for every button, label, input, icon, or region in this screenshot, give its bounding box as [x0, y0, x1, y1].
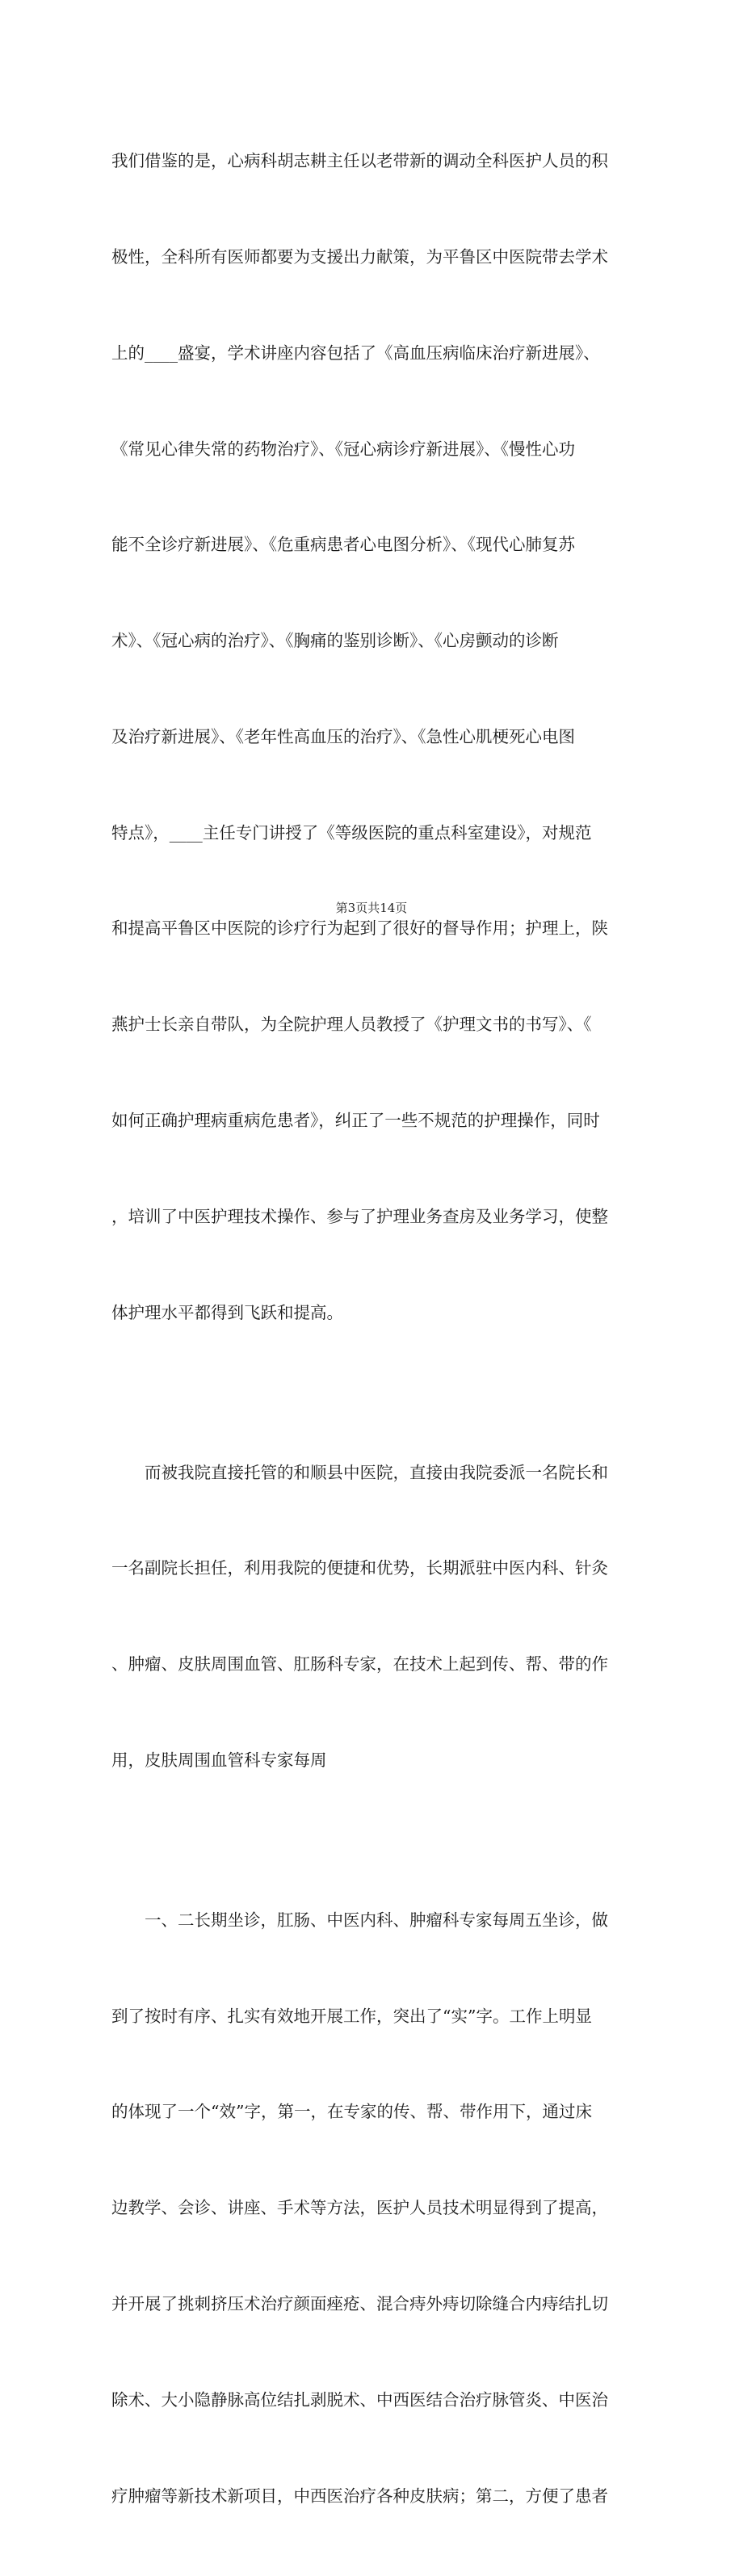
- text-line: 《常见心律失常的药物治疗》、《冠心病诊疗新进展》、《慢性心功: [111, 439, 575, 459]
- text-line: 一名副院长担任，利用我院的便捷和优势，长期派驻中医内科、针灸: [111, 1558, 608, 1578]
- text-line: 术》、《冠心病的治疗》、《胸痛的鉴别诊断》、《心房颤动的诊断: [111, 631, 559, 651]
- paragraph-1: [111, 82, 633, 1393]
- text-line: 及治疗新进展》、《老年性高血压的治疗》、《急性心肌梗死心电图: [111, 726, 575, 746]
- paragraph-3: [111, 1841, 633, 2576]
- text-line: 的体现了一个“效”字，第一，在专家的传、帮、带作用下，通过床: [111, 2102, 592, 2122]
- text-line: 能不全诊疗新进展》、《危重病患者心电图分析》、《现代心肺复苏: [111, 535, 575, 555]
- text-line: 疗肿瘤等新技术新项目，中西医治疗各种皮肤病；第二，方便了患者: [111, 2486, 608, 2506]
- text-line: 到了按时有序、扎实有效地开展工作，突出了“实”字。工作上明显: [111, 2006, 592, 2026]
- text-line: 如何正确护理病重病危患者》，纠正了一些不规范的护理操作，同时: [111, 1111, 600, 1130]
- text-line: 体护理水平都得到飞跃和提高。: [111, 1302, 343, 1322]
- text-line: 、肿瘤、皮肤周围血管、肛肠科专家，在技术上起到传、帮、带的作: [111, 1654, 608, 1675]
- text-line: 边教学、会诊、讲座、手术等方法，医护人员技术明显得到了提高，: [111, 2198, 608, 2218]
- text-line: 和提高平鲁区中医院的诊疗行为起到了很好的督导作用；护理上，陕: [111, 918, 608, 939]
- text-line: 特点》，____主任专门讲授了《等级医院的重点科室建设》，对规范: [111, 822, 592, 843]
- text-line: 用，皮肤周围血管科专家每周: [111, 1750, 327, 1770]
- text-line: ，培训了中医护理技术操作、参与了护理业务查房及业务学习，使整: [111, 1206, 608, 1226]
- text-line: 上的____盛宴，学术讲座内容包括了《高血压病临床治疗新进展》、: [111, 342, 600, 363]
- text-line: 而被我院直接托管的和顺县中医院，直接由我院委派一名院长和: [111, 1462, 608, 1482]
- document-body: [111, 82, 633, 2576]
- text-line: 极性，全科所有医师都要为支援出力献策，为平鲁区中医院带去学术: [111, 246, 608, 267]
- text-line: 一、二长期坐诊，肛肠、中医内科、肿瘤科专家每周五坐诊，做: [111, 1910, 608, 1930]
- text-line: 并开展了挑刺挤压术治疗颜面痤疮、混合痔外痔切除缝合内痔结扎切: [111, 2293, 608, 2313]
- paragraph-2: [111, 1393, 633, 1840]
- page-number: 第3页共14页: [335, 901, 408, 915]
- text-line: 燕护士长亲自带队，为全院护理人员教授了《护理文书的书写》、《: [111, 1015, 592, 1035]
- text-line: 除术、大小隐静脉高位结扎剥脱术、中西医结合治疗脉管炎、中医治: [111, 2389, 608, 2410]
- text-line: 我们借鉴的是，心病科胡志耕主任以老带新的调动全科医护人员的积: [111, 151, 608, 171]
